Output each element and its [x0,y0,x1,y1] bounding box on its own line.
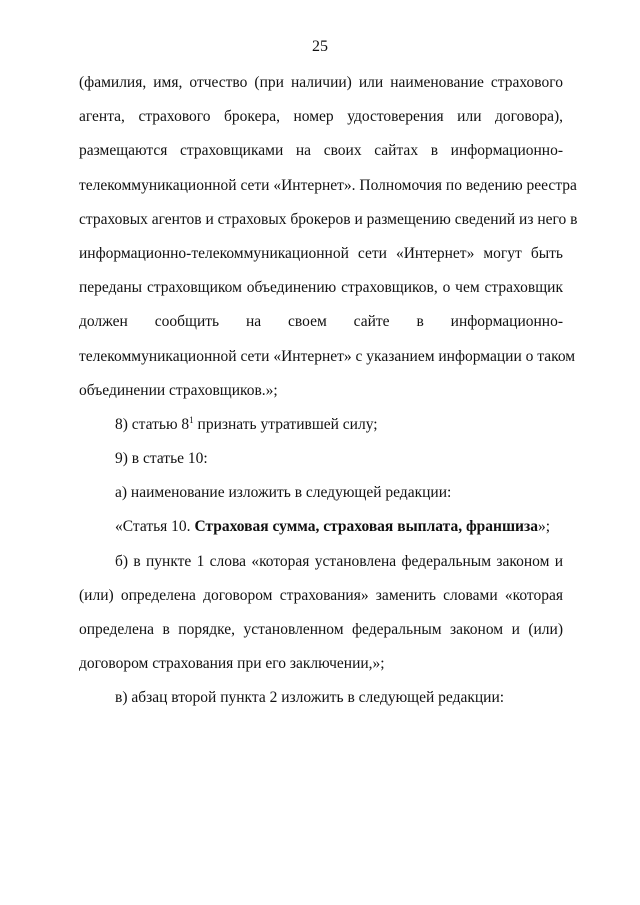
text-line: объединении страховщиков.»; [79,381,278,399]
article-10-title [79,517,563,551]
item-8-text-end: признать утратившей силу; [193,415,378,433]
document-body [79,73,578,723]
text-line: (или) определена договором страхования» заменить словами «которая [79,586,563,604]
superscript-index: 1 [189,414,194,425]
article-10-heading: Страховая сумма, страховая выплата, франшиза [194,518,538,536]
page-number: 25 [312,38,328,55]
text-line: агента, страхового брокера, номер удостоверения или договора), [79,108,563,126]
text-line: телекоммуникационной сети «Интернет» с указанием информации о таком [79,347,576,365]
text-line: телекоммуникационной сети «Интернет». Полномочия по ведению реестра [79,176,577,194]
text-line: должен сообщить на своем сайте в информационно- [79,313,563,331]
text-line: договором страхования при его заключении,»; [79,655,385,673]
article-10-suffix: »; [537,518,551,536]
text-line: страховых агентов и страховых брокеров и размещению сведений из него в [79,210,578,228]
item-9b [79,552,563,689]
text-line: (фамилия, имя, отчество (при наличии) или наименование страхового [79,74,563,91]
text-line: информационно-телекоммуникационной сети «Интернет» могут быть [79,244,563,262]
text-line: переданы страховщиком объединению страховщиков, о чем страховщик [79,279,563,297]
text-line: определена в порядке, установленном федеральным законом и (или) [79,621,563,638]
text-line: б) в пункте 1 слова «которая установлена федеральным законом и [115,552,563,570]
text-line: размещаются страховщиками на своих сайтах в информационно- [79,142,563,160]
item-8 [79,415,563,449]
item-9: 9) в статье 10: [115,450,208,468]
item-9a: а) наименование изложить в следующей редакции: [115,484,452,502]
paragraph-registry [79,73,578,415]
item-8-text: 8) статью 8 [115,415,190,433]
article-10-prefix: «Статья 10. [115,518,195,536]
item-9v: в) абзац второй пункта 2 изложить в следующей редакции: [115,689,505,707]
